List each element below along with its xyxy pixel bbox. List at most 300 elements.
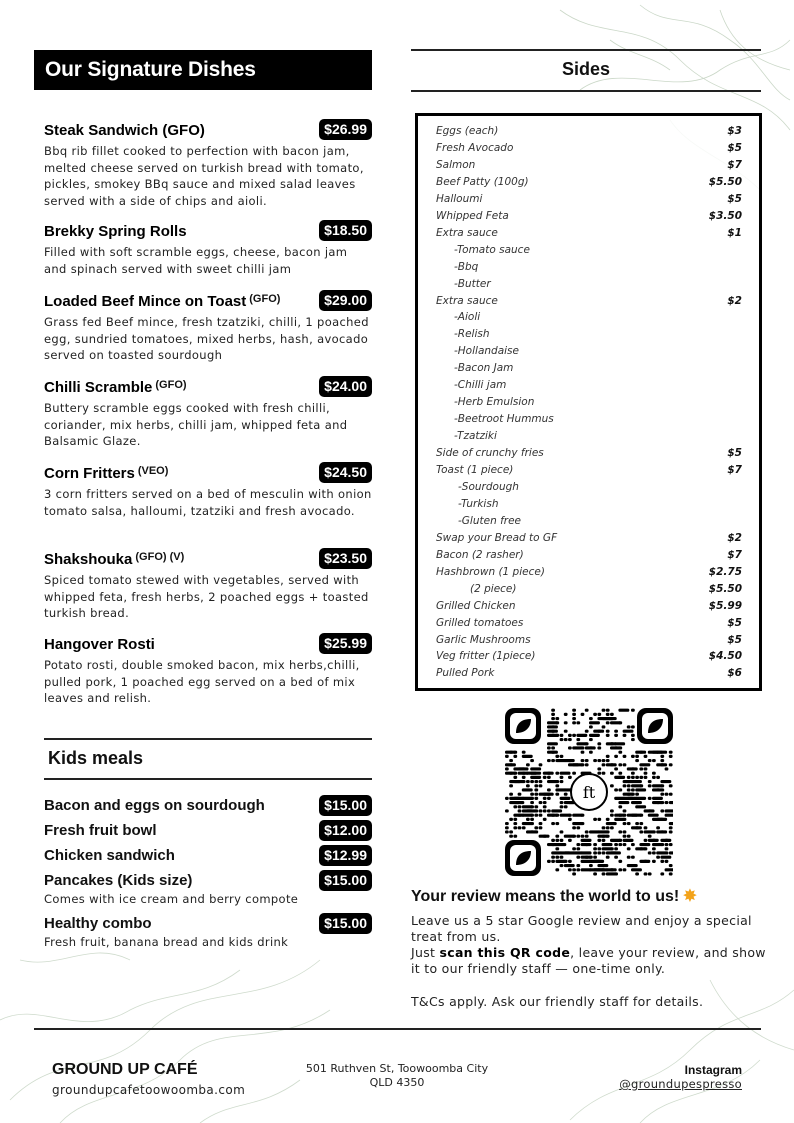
qr-module	[585, 763, 589, 766]
qr-module	[635, 759, 639, 762]
qr-module	[589, 721, 600, 724]
dish-item	[44, 289, 372, 364]
sides-item	[436, 345, 742, 362]
qr-module	[576, 738, 580, 741]
qr-module	[568, 818, 572, 821]
qr-module	[534, 814, 538, 817]
qr-module	[669, 751, 673, 754]
qr-module	[597, 851, 601, 854]
qr-module	[635, 788, 646, 791]
qr-module	[631, 776, 635, 779]
sides-item	[436, 362, 742, 379]
sides-item-label: Bacon (2 rasher)	[436, 548, 524, 561]
qr-module	[610, 784, 614, 787]
sides-item-label: -Bacon Jam	[454, 362, 514, 375]
sides-item	[436, 311, 742, 328]
qr-module	[606, 822, 617, 825]
qr-module	[610, 826, 614, 829]
qr-module	[522, 788, 533, 791]
qr-module	[551, 734, 555, 737]
qr-module	[505, 826, 509, 829]
qr-module	[581, 751, 585, 754]
dish-description: Potato rosti, double smoked bacon, mix herbs,chilli, pulled pork, 1 poached egg served on a bed of mix leaves and relish.	[44, 658, 360, 705]
qr-module	[644, 767, 648, 770]
qr-module	[513, 801, 524, 804]
qr-module	[631, 734, 635, 737]
dish-name: Hangover Rosti	[44, 635, 155, 653]
qr-module	[652, 776, 656, 779]
qr-module	[581, 835, 585, 838]
sides-item	[436, 210, 742, 227]
sides-item-label: (2 piece)	[470, 582, 517, 595]
sides-item-price: $3	[727, 125, 742, 137]
qr-module	[581, 759, 585, 762]
qr-module	[665, 868, 673, 871]
sides-item-label: -Chilli jam	[454, 379, 507, 392]
review-line-2	[411, 945, 766, 977]
sides-item	[436, 227, 742, 244]
qr-module	[602, 843, 613, 846]
qr-module	[555, 793, 559, 796]
qr-module	[627, 864, 638, 867]
sides-item-label: -Butter	[454, 277, 491, 290]
qr-module	[518, 780, 522, 783]
sides-item-price: $5	[727, 633, 742, 646]
sides-item-label: Fresh Avocado	[436, 141, 514, 154]
sides-item	[436, 295, 742, 312]
qr-module	[509, 835, 513, 838]
qr-module	[593, 856, 597, 859]
qr-module	[660, 755, 664, 758]
qr-module	[606, 713, 610, 716]
price-badge: $15.00	[319, 870, 372, 891]
sides-item-price: $5.50	[708, 175, 742, 188]
qr-module	[505, 809, 509, 812]
qr-module	[518, 809, 522, 812]
qr-module	[660, 830, 664, 833]
qr-module	[572, 717, 576, 720]
qr-module	[614, 730, 618, 733]
kids-item	[44, 819, 372, 841]
qr-module	[614, 734, 618, 737]
qr-module	[560, 801, 564, 804]
qr-module	[606, 835, 610, 838]
qr-module	[627, 856, 631, 859]
qr-module	[639, 784, 643, 787]
qr-module	[530, 780, 534, 783]
qr-module	[576, 847, 580, 850]
qr-module	[547, 772, 551, 775]
qr-module	[644, 776, 648, 779]
qr-module	[644, 772, 648, 775]
qr-module	[555, 814, 559, 817]
qr-module	[534, 784, 538, 787]
qr-module	[555, 843, 566, 846]
qr-module	[635, 822, 639, 825]
qr-module	[530, 767, 541, 770]
qr-module	[610, 717, 614, 720]
qr-module	[560, 755, 564, 758]
qr-module	[656, 856, 660, 859]
sides-item-label: Grilled tomatoes	[436, 616, 524, 629]
price-badge: $24.00	[319, 376, 372, 397]
qr-module	[505, 830, 509, 833]
qr-module	[669, 830, 673, 833]
qr-module	[547, 776, 551, 779]
qr-module	[560, 839, 564, 842]
qr-module	[543, 797, 547, 800]
sides-item	[436, 532, 742, 549]
qr-module	[602, 868, 606, 871]
qr-module	[627, 780, 631, 783]
sides-item-price: $2.75	[708, 565, 742, 578]
qr-module	[576, 864, 580, 867]
qr-module	[547, 788, 551, 791]
qr-module	[618, 814, 622, 817]
instagram-label: Instagram	[684, 1063, 742, 1077]
qr-module	[610, 763, 614, 766]
sides-item-label: Beef Patty (100g)	[436, 175, 529, 188]
qr-module	[555, 822, 559, 825]
qr-module	[648, 784, 652, 787]
sides-item	[436, 549, 742, 566]
qr-module	[576, 826, 580, 829]
qr-module	[581, 839, 592, 842]
qr-module	[597, 746, 601, 749]
qr-module	[568, 776, 572, 779]
sides-item-label: Pulled Pork	[436, 667, 495, 680]
qr-module	[639, 822, 643, 825]
sides-item-label: -Aioli	[454, 311, 481, 324]
qr-module	[576, 843, 580, 846]
qr-module	[631, 780, 642, 783]
qr-module	[576, 721, 580, 724]
sides-item-label: -Relish	[454, 328, 490, 341]
qr-module	[530, 805, 534, 808]
qr-module	[509, 759, 513, 762]
qr-module	[522, 767, 526, 770]
qr-module	[555, 847, 559, 850]
qr-module	[555, 839, 559, 842]
qr-module	[635, 826, 639, 829]
qr-module	[665, 843, 669, 846]
kids-item-name: Chicken sandwich	[44, 846, 175, 864]
qr-module	[585, 835, 589, 838]
qr-module	[631, 856, 635, 859]
qr-module	[564, 730, 568, 733]
price-badge: $15.00	[319, 795, 372, 816]
qr-module	[623, 822, 627, 825]
qr-module	[564, 860, 568, 863]
sides-item-price: $4.50	[708, 650, 742, 663]
qr-module	[618, 801, 629, 804]
qr-module	[547, 860, 551, 863]
qr-module	[602, 709, 606, 712]
sides-item-label: Whipped Feta	[436, 209, 509, 222]
qr-module	[547, 746, 551, 749]
review-terms: T&Cs apply. Ask our friendly staff for details.	[411, 994, 704, 1009]
qr-module	[543, 818, 547, 821]
qr-module	[555, 856, 559, 859]
qr-module	[539, 780, 543, 783]
qr-module	[551, 839, 555, 842]
qr-module	[606, 830, 610, 833]
qr-module	[522, 755, 533, 758]
qr-module	[505, 755, 509, 758]
sides-item-price: $5	[727, 447, 742, 460]
qr-module	[660, 860, 664, 863]
qr-module	[509, 818, 513, 821]
qr-module	[539, 801, 543, 804]
qr-module	[581, 822, 585, 825]
qr-module	[572, 713, 576, 716]
qr-module	[614, 856, 618, 859]
qr-module	[623, 818, 627, 821]
qr-module	[614, 788, 618, 791]
price-badge: $12.99	[319, 845, 372, 866]
qr-module	[572, 709, 576, 712]
qr-module	[522, 780, 526, 783]
sides-item-label: Swap your Bread to GF	[436, 531, 558, 544]
qr-module	[551, 725, 555, 728]
dish-name: Loaded Beef Mince on Toast	[44, 292, 247, 310]
sides-item-price: $7	[727, 464, 742, 476]
qr-module	[593, 851, 597, 854]
qr-module	[669, 801, 673, 804]
qr-module	[627, 793, 631, 796]
qr-module	[660, 793, 664, 796]
qr-module	[576, 734, 587, 737]
footer-divider	[34, 1028, 761, 1030]
qr-module	[631, 738, 635, 741]
qr-module	[665, 809, 673, 812]
qr-module	[660, 872, 664, 875]
sides-item-label: Side of crunchy fries	[436, 447, 544, 460]
qr-module	[627, 776, 631, 779]
sides-item	[436, 617, 742, 634]
qr-module	[618, 751, 622, 754]
qr-module	[568, 738, 572, 741]
qr-module	[572, 835, 576, 838]
sides-item-price: $5	[727, 616, 742, 629]
qr-module	[585, 759, 589, 762]
dish-dietary-tag: (GFO)	[249, 292, 281, 305]
dish-description: Filled with soft scramble eggs, cheese, bacon jam and spinach served with sweet chilli jam	[44, 245, 348, 276]
sides-item	[436, 125, 742, 142]
qr-module	[551, 713, 555, 716]
sides-item-price: $7	[727, 158, 742, 171]
qr-module	[543, 776, 547, 779]
qr-module	[614, 847, 618, 850]
qr-module	[568, 734, 572, 737]
qr-module	[652, 839, 656, 842]
qr-module	[547, 793, 551, 796]
qr-module	[530, 776, 541, 779]
qr-code-image[interactable]	[505, 708, 673, 876]
qr-module	[635, 801, 639, 804]
qr-module	[602, 864, 606, 867]
qr-module	[585, 856, 589, 859]
qr-module	[644, 847, 648, 850]
sides-item-label: Veg fritter (1piece)	[436, 650, 536, 663]
qr-module	[635, 872, 639, 875]
qr-module	[631, 868, 642, 871]
sides-item-label: Salmon	[436, 158, 476, 171]
qr-module	[576, 856, 580, 859]
sides-divider-bottom	[411, 90, 761, 92]
qr-module	[551, 814, 555, 817]
qr-module	[602, 772, 606, 775]
qr-module	[551, 759, 555, 762]
qr-module	[597, 759, 601, 762]
qr-module	[560, 830, 564, 833]
qr-module	[530, 793, 534, 796]
sides-item-label: Grilled Chicken	[436, 599, 516, 612]
qr-module	[555, 772, 559, 775]
review-line-2-bold: scan this QR code	[439, 945, 571, 960]
qr-module	[656, 826, 660, 829]
qr-module	[618, 772, 622, 775]
qr-module	[635, 776, 639, 779]
qr-module	[522, 776, 526, 779]
qr-module	[576, 868, 580, 871]
qr-module	[560, 772, 571, 775]
qr-module	[526, 763, 530, 766]
qr-module	[610, 742, 614, 745]
qr-module	[564, 713, 568, 716]
qr-module	[618, 763, 622, 766]
sides-item	[436, 667, 742, 684]
qr-module	[585, 709, 589, 712]
qr-module	[543, 805, 547, 808]
sides-item	[436, 430, 742, 447]
qr-module	[660, 809, 664, 812]
sides-item	[436, 464, 742, 481]
qr-module	[618, 709, 629, 712]
qr-logo-glyph: ft	[582, 783, 596, 802]
qr-module	[602, 759, 606, 762]
qr-module	[543, 801, 547, 804]
sides-item	[436, 176, 742, 193]
dish-description: Spiced tomato stewed with vegetables, served with whipped feta, fresh herbs, 2 poached eggs + toasted turkish bread.	[44, 573, 369, 620]
qr-module	[618, 860, 622, 863]
qr-module	[547, 809, 551, 812]
qr-module	[593, 759, 597, 762]
qr-module	[618, 721, 622, 724]
qr-module	[560, 776, 564, 779]
qr-module	[648, 835, 652, 838]
qr-module	[551, 860, 555, 863]
qr-module	[618, 868, 622, 871]
cafe-website-link[interactable]: groundupcafetoowoomba.com	[52, 1083, 246, 1097]
qr-module	[543, 835, 547, 838]
qr-module	[635, 805, 646, 808]
qr-module	[513, 772, 517, 775]
qr-module	[589, 725, 593, 728]
sides-item-label: -Gluten free	[458, 514, 521, 527]
sides-item-price: $6	[727, 667, 742, 680]
qr-module	[602, 725, 606, 728]
qr-module	[639, 830, 643, 833]
qr-module	[669, 784, 673, 787]
qr-module	[551, 856, 555, 859]
qr-module	[530, 822, 534, 825]
qr-module	[606, 721, 610, 724]
qr-module	[627, 725, 631, 728]
qr-module	[618, 843, 622, 846]
qr-module	[534, 780, 538, 783]
sides-item-price: $5	[727, 192, 742, 205]
qr-module	[555, 868, 559, 871]
qr-module	[665, 851, 669, 854]
qr-module	[564, 797, 568, 800]
qr-module	[631, 843, 635, 846]
sides-item	[436, 193, 742, 210]
qr-module	[593, 847, 597, 850]
qr-module	[522, 826, 526, 829]
sides-price-list	[415, 113, 762, 691]
qr-module	[543, 809, 547, 812]
instagram-handle-link[interactable]: @groundupespresso	[619, 1077, 742, 1091]
qr-module	[518, 793, 522, 796]
qr-module	[623, 814, 627, 817]
qr-module	[518, 805, 522, 808]
qr-module	[639, 763, 650, 766]
qr-module	[606, 755, 610, 758]
qr-module	[652, 772, 656, 775]
dish-item	[44, 547, 372, 622]
qr-module	[669, 826, 673, 829]
sides-item	[436, 634, 742, 651]
qr-module	[635, 793, 639, 796]
qr-module	[627, 835, 631, 838]
qr-module	[660, 763, 664, 766]
qr-module	[623, 839, 634, 842]
qr-module	[665, 767, 669, 770]
qr-module	[669, 822, 673, 825]
qr-module	[530, 797, 534, 800]
qr-module	[513, 751, 517, 754]
qr-module	[564, 738, 568, 741]
qr-module	[660, 780, 671, 783]
qr-module	[610, 772, 614, 775]
sides-item	[436, 142, 742, 159]
qr-module	[606, 734, 610, 737]
qr-module	[526, 784, 530, 787]
qr-module	[610, 809, 614, 812]
qr-module	[551, 843, 555, 846]
qr-module	[568, 839, 572, 842]
qr-module	[623, 835, 627, 838]
kids-item	[44, 794, 372, 816]
qr-module	[652, 851, 656, 854]
qr-module	[597, 860, 601, 863]
price-badge: $18.50	[319, 220, 372, 241]
sides-item-label: -Beetroot Hummus	[454, 413, 554, 426]
sides-item-label: -Turkish	[458, 497, 499, 510]
qr-module	[614, 742, 625, 745]
qr-module	[539, 784, 543, 787]
qr-module	[656, 801, 660, 804]
qr-module	[614, 872, 618, 875]
qr-module	[644, 826, 648, 829]
qr-module	[526, 780, 530, 783]
qr-module	[644, 872, 648, 875]
dish-name: Brekky Spring Rolls	[44, 222, 187, 240]
qr-module	[564, 864, 575, 867]
qr-module	[564, 793, 568, 796]
kids-item-description: Fresh fruit, banana bread and kids drink	[44, 935, 289, 949]
